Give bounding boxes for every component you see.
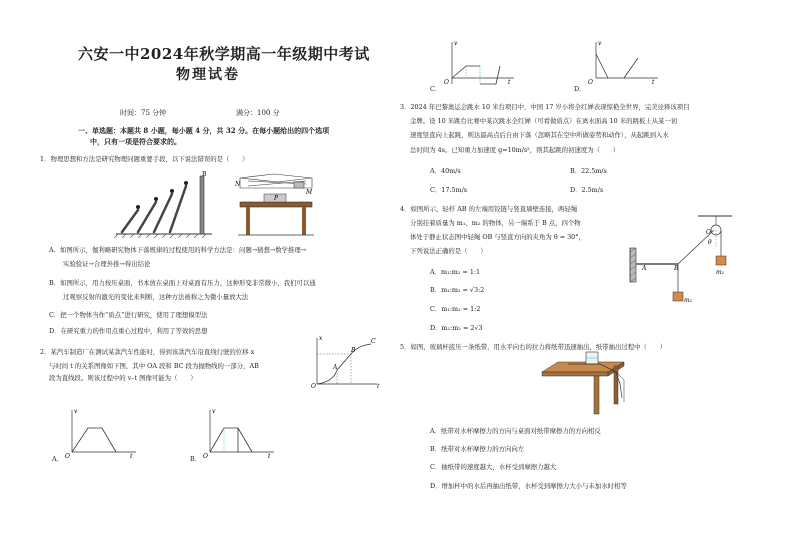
q2-option-d: D． (574, 85, 586, 93)
q1-option-b-line1: B．如图所示，用力按压桌面，书本放在桌面上对桌面有压力，这种形变非常微小，我们可以通 (49, 279, 316, 287)
q3-stem-line1: 3．2024 年巴黎奥运会跳水 10 米台项目中，中国 17 岁小将全红婵表现惊艳全世界，完美诠释该项目 (400, 103, 690, 111)
q1-table-figure (234, 172, 314, 240)
exam-subtitle: 物理试卷 (176, 67, 240, 83)
q2b-axis-v: v (212, 408, 216, 415)
q1-incline-figure (112, 172, 212, 242)
q1-label-b: B (202, 171, 207, 178)
q2-xt-graph (311, 336, 381, 388)
q2-stem-line3: 段为直线段。则该过程中的 v–t 图像可能为（ ） (49, 374, 197, 382)
q4-label-o: O (706, 229, 711, 236)
section-heading-cont: 中，只有一项是符合要求的。 (90, 137, 181, 146)
q2-point-c: C (371, 338, 376, 345)
q1-label-m: M (306, 189, 313, 196)
q2d-axis-v: v (598, 40, 602, 47)
q1-option-c: C．把一个物体当作“质点”进行研究，使用了理想模型法 (49, 311, 208, 319)
q2-option-a-graph (62, 408, 142, 458)
q2a-origin: O (65, 453, 70, 460)
q5-option-a: A．纸带对水杯摩擦力的方向与桌面对纸带摩擦力的方向相反 (430, 427, 601, 435)
q4-label-m1: m₁ (716, 269, 725, 276)
q2a-axis-t: t (130, 453, 133, 460)
q2-origin: O (311, 383, 316, 390)
q2-stem-line2: 与时间 t 的关系图像如下图，其中 OA 段和 BC 段为抛物线的一部分，AB (49, 362, 259, 370)
q5-option-b: B．纸带对水杯摩擦力的方向向左 (430, 445, 525, 453)
q2-point-b: B (351, 347, 356, 354)
q2-point-a: A (333, 364, 338, 371)
q3-stem-line2: 金牌。设 10 米跳台比赛中某次跳水全红婵（可看做质点）在离水面高 10 米的跳板上从某一初 (410, 117, 678, 125)
q4-label-b: B (674, 265, 679, 272)
exam-title: 六安一中2024年秋学期高一年级期中考试 (78, 45, 370, 63)
q2-option-b: B． (190, 455, 202, 463)
q4-stem-line1: 4．如图所示，轻杆 AB 的左端用铰链与竖直墙壁连接，两轻绳 (400, 205, 578, 213)
q3-option-c: C．17.5m/s (430, 186, 468, 194)
q4-label-m2: m₂ (684, 297, 693, 304)
q4-stem-line2: 分别挂着质量为 m₁、m₂ 的物体，另一端系于 B 点，四个物 (410, 219, 581, 227)
q2-stem-line1: 2．某汽车制造厂在测试某款汽车性能时，得到该款汽车沿直线行驶的位移 x (40, 348, 255, 356)
q3-option-d: D．2.5m/s (570, 186, 604, 194)
q2-option-d-graph (584, 40, 664, 88)
exam-time: 时间：75 分钟 (120, 109, 167, 117)
q4-option-b: B．m₁:m₂ = √3:2 (430, 286, 485, 294)
q2b-origin: O (203, 453, 208, 460)
q2-option-a: A． (52, 455, 64, 463)
q5-option-d: D．增加杯中的水后再抽出纸带，水杯受到摩擦力大小与未加水时相等 (430, 482, 627, 490)
q1-option-d: D．在研究重力的作用点重心过程中，利用了等效的思想 (49, 327, 208, 335)
q1-option-a-line1: A．如图所示，伽利略研究物体下落规律的过程使用的科学方法是：问题→猜想→数学推理→ (49, 246, 307, 254)
q2d-origin: O (588, 79, 593, 86)
section-heading: 一、单选题：本题共 8 小题，每小题 4 分，共 32 分。在每小题给出的四个选项 (78, 126, 330, 135)
q2-option-c: C． (430, 85, 442, 93)
q4-label-a: A (642, 265, 647, 272)
q2d-axis-t: t (652, 79, 655, 86)
q3-stem-line3: 速度竖直向上起跳，则达最高点后自由下落（忽略其在空中所做姿势和动作），从起跳到入水 (410, 131, 669, 139)
q1-option-a-line2: 实验验证→合理外推→得出结论 (63, 260, 151, 268)
q4-label-theta: θ (708, 239, 712, 246)
q1-option-b-line2: 过观察反射的激光的变化来判断，这种方法被称之为微小量放大法 (63, 293, 249, 301)
q5-table-cup-figure (538, 358, 628, 416)
q5-stem: 5．如图，玻璃杯底压一条纸带，用水平向右的拉力将纸带迅速抽出，纸带抽出过程中（ ） (400, 343, 667, 351)
q2c-origin: O (444, 79, 449, 86)
q2-axis-x: x (319, 335, 323, 342)
q3-stem-line4: 总时间为 4s。已知重力加速度 g=10m/s²，则其起跳的初速度为（ ） (410, 146, 620, 154)
q4-option-c: C．m₁:m₂ = 1:2 (430, 305, 481, 313)
q3-option-b: B．22.5m/s (570, 167, 607, 175)
q4-stem-line4: 下列说法正确的是（ ） (410, 247, 487, 255)
q4-option-d: D．m₁:m₂ = 2√3 (430, 324, 483, 332)
q2-axis-t: t (377, 383, 380, 390)
q3-option-a: A．40m/s (430, 167, 461, 175)
q2-option-b-graph (200, 408, 280, 458)
q1-label-p: P (274, 195, 279, 202)
q2a-axis-v: v (74, 408, 78, 415)
q2-option-c-graph (440, 40, 520, 88)
q4-option-a: A．m₁:m₂ = 1:1 (430, 268, 481, 276)
q4-rod-pulley-figure (628, 212, 738, 304)
q2c-axis-t: t (508, 79, 511, 86)
q4-stem-line3: 体处于静止状态图中轻绳 OB 与竖直方向的夹角为 θ = 30°， (410, 233, 585, 241)
q1-label-n: N (235, 181, 241, 188)
exam-score: 满分：100 分 (236, 109, 280, 117)
q2c-axis-v: v (454, 40, 458, 47)
q5-option-c: C．抽纸带的速度越大，水杯受到摩擦力越大 (430, 463, 557, 471)
q1-stem: 1．物理思想和方法是研究物理问题重要手段，以下说法错误的是（ ） (40, 155, 249, 163)
q2b-axis-t: t (268, 453, 271, 460)
